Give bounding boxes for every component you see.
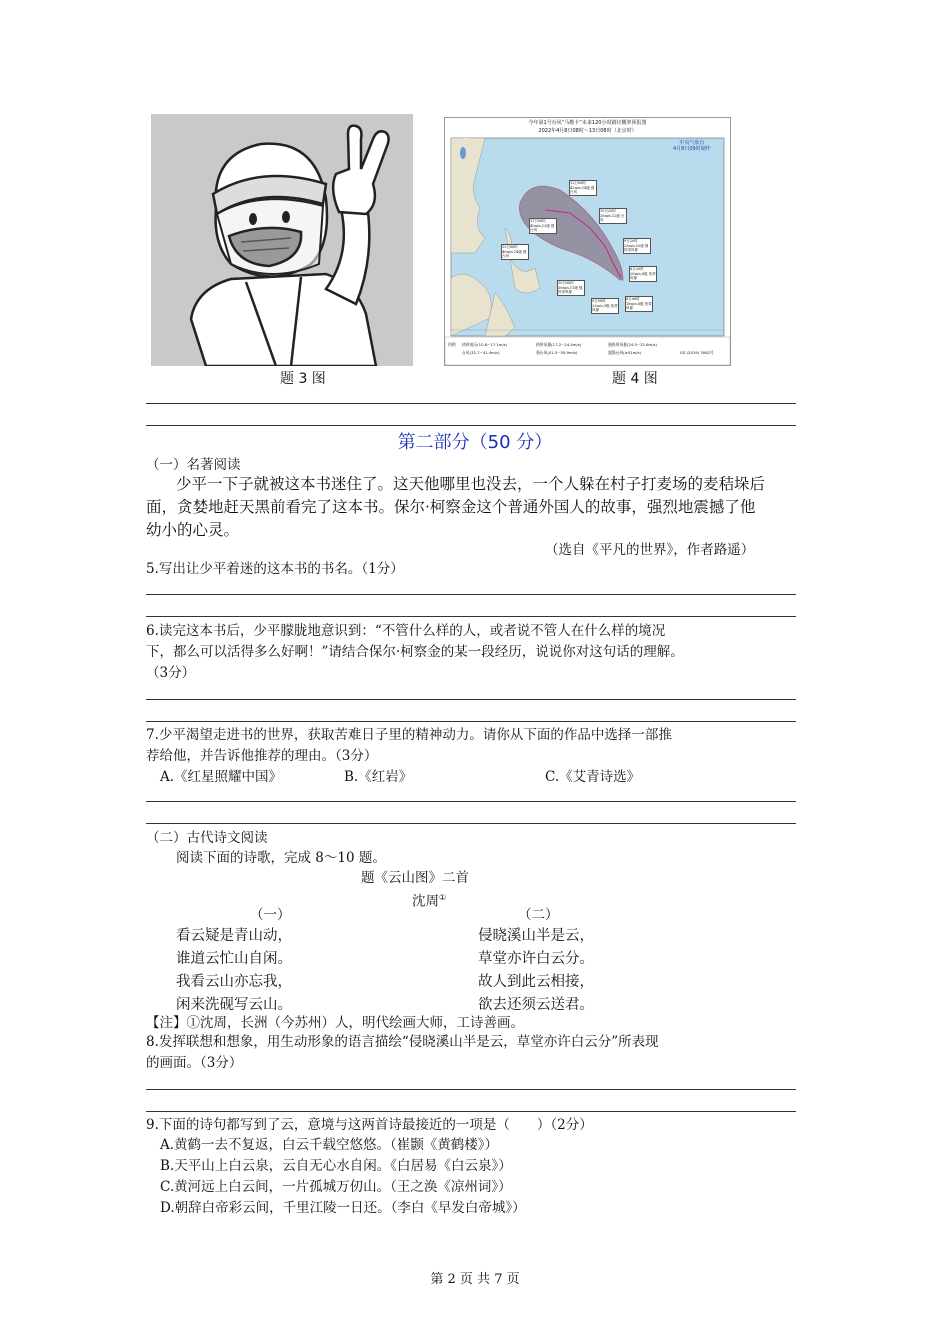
poem-1-label: （一） bbox=[250, 907, 291, 923]
answer-line bbox=[146, 1111, 796, 1112]
q9-option-b: B.天平山上白云泉，云自无心水自闲。《白居易《白云泉》） bbox=[160, 1158, 512, 1174]
forecast-label: 11日08时 40m/s,13级 强台风 bbox=[529, 218, 557, 234]
question-6: 6.读完这本书后，少平朦胧地意识到：“不管什么样的人，或者说不管人在什么样的境况 下，都么可以活得多么好啊！”请结合保尔·柯察金的某一段经历，说说你对这句话的理解。 （3分） bbox=[146, 623, 684, 681]
poem-2-label: （二） bbox=[518, 907, 559, 923]
question-5: 5.写出让少平着迷的这本书的书名。（1分） bbox=[146, 561, 404, 577]
legend-item: 热带风暴(17.2~24.4m/s) bbox=[536, 342, 582, 347]
figure-3-image bbox=[151, 114, 413, 366]
legend-item: 强热带风暴(24.5~32.6m/s) bbox=[608, 342, 657, 347]
figure-3-caption: 题 3 图 bbox=[280, 371, 326, 387]
question-9: 9.下面的诗句都写到了云，意境与这两首诗最接近的一项是（ ）（2分） bbox=[146, 1117, 593, 1133]
answer-line bbox=[146, 1089, 796, 1090]
answer-line bbox=[146, 403, 796, 404]
forecast-label: 8日08时 18m/s,8级 热带风暴 bbox=[626, 297, 652, 310]
legend-item: 热带低压(10.8~17.1m/s) bbox=[462, 342, 508, 347]
section-title: （一）名著阅读 bbox=[146, 457, 241, 473]
section-title: （二）古代诗文阅读 bbox=[146, 830, 268, 846]
map-legend bbox=[448, 339, 727, 363]
cartoon-medic-icon bbox=[151, 114, 413, 366]
map-code: GS (2019) 3082号 bbox=[680, 350, 714, 355]
legend-item: 强台风(41.5~50.9m/s) bbox=[536, 350, 578, 355]
poem-1: 看云疑是青山动， 谁道云忙山自闲。 我看云山亦忘我， 闲来洗砚写云山。 bbox=[176, 928, 292, 1013]
q9-option-c: C.黄河远上白云间，一片孤城万仞山。（王之涣《凉州词》） bbox=[160, 1179, 512, 1195]
poem-author: 沈周① bbox=[412, 893, 447, 910]
poem-2: 侵晓溪山半是云， 草堂亦许白云分。 故人到此云相接， 欲去还须云送君。 bbox=[478, 928, 594, 1013]
q7-option-b: B.《红岩》 bbox=[344, 769, 413, 785]
figure-4-map bbox=[444, 117, 731, 366]
forecast-label: 10日08时 30m/s,11级 强热带风暴 bbox=[557, 280, 585, 296]
forecast-label: 9日08时 23m/s,9级 热带风暴 bbox=[592, 299, 618, 312]
legend-item: 超强台风(≥51m/s) bbox=[608, 350, 642, 355]
poem-note: 【注】①沈周，长洲（今苏州）人，明代绘画大师，工诗善画。 bbox=[146, 1015, 524, 1031]
page-number: 第 2 页 共 7 页 bbox=[430, 1272, 520, 1287]
legend-item: 台风(32.7~41.4m/s) bbox=[462, 350, 500, 355]
answer-line bbox=[146, 801, 796, 802]
answer-line bbox=[146, 425, 796, 426]
q9-option-a: A.黄鹤一去不复返，白云千载空悠悠。（崔颢《黄鹤楼》） bbox=[160, 1137, 499, 1153]
passage-source: （选自《平凡的世界》，作者路遥） bbox=[545, 542, 755, 558]
forecast-label: 12日08时 42m/s,14级 强台风 bbox=[569, 180, 597, 196]
forecast-label: 10日20时 35m/s,12级 台风 bbox=[599, 208, 627, 224]
forecast-label: 8日20时 20m/s,8级 热带风暴 bbox=[630, 267, 656, 280]
legend-title: 图例 bbox=[448, 342, 456, 347]
reading-passage: 少平一下子就被这本书迷住了。这天他哪里也没去，一个人躲在村子打麦场的麦秸垛后 面，贪婪地赶天黑前看完了这本书。保尔·柯察金这个普通外国人的故事，强烈地震撼了他 幼小的心灵。 bbox=[146, 475, 766, 539]
q7-option-c: C.《艾青诗选》 bbox=[545, 769, 641, 785]
forecast-label: 13日08时 40m/s,14级 强台风 bbox=[501, 244, 529, 260]
issuer-label: 中央气象台 4月8日09时制作 bbox=[673, 140, 711, 152]
answer-line bbox=[146, 594, 796, 595]
question-8: 8.发挥联想和想象，用生动形象的语言描绘“侵晓溪山半是云，草堂亦许白云分”所表现 的画面。（3分） bbox=[146, 1034, 659, 1071]
answer-line bbox=[146, 699, 796, 700]
part-heading: 第二部分（50 分） bbox=[397, 432, 553, 453]
map-body bbox=[445, 118, 730, 365]
answer-line bbox=[146, 721, 796, 722]
answer-line bbox=[146, 616, 796, 617]
q9-option-d: D.朝辞白帝彩云间，千里江陵一日还。（李白《早发白帝城》） bbox=[160, 1200, 526, 1216]
answer-line bbox=[146, 823, 796, 824]
poem-title: 题《云山图》二首 bbox=[361, 870, 469, 886]
forecast-label: 9日20时 25m/s,10级 强热带风暴 bbox=[623, 238, 651, 254]
q7-option-a: A.《红星照耀中国》 bbox=[160, 769, 283, 785]
map-subtitle: 2022年4月8日08时～13日08时（北京时） bbox=[538, 128, 637, 134]
section-intro: 阅读下面的诗歌，完成 8～10 题。 bbox=[176, 850, 386, 866]
map-title: 今年第1号台风“马勒卡”未来120小时路径概率预报图 bbox=[528, 120, 647, 126]
question-7: 7.少平渴望走进书的世界，获取苦难日子里的精神动力。请你从下面的作品中选择一部推 荐给他，并告诉他推荐的理由。（3分） bbox=[146, 727, 672, 764]
figure-4-caption: 题 4 图 bbox=[612, 371, 658, 387]
